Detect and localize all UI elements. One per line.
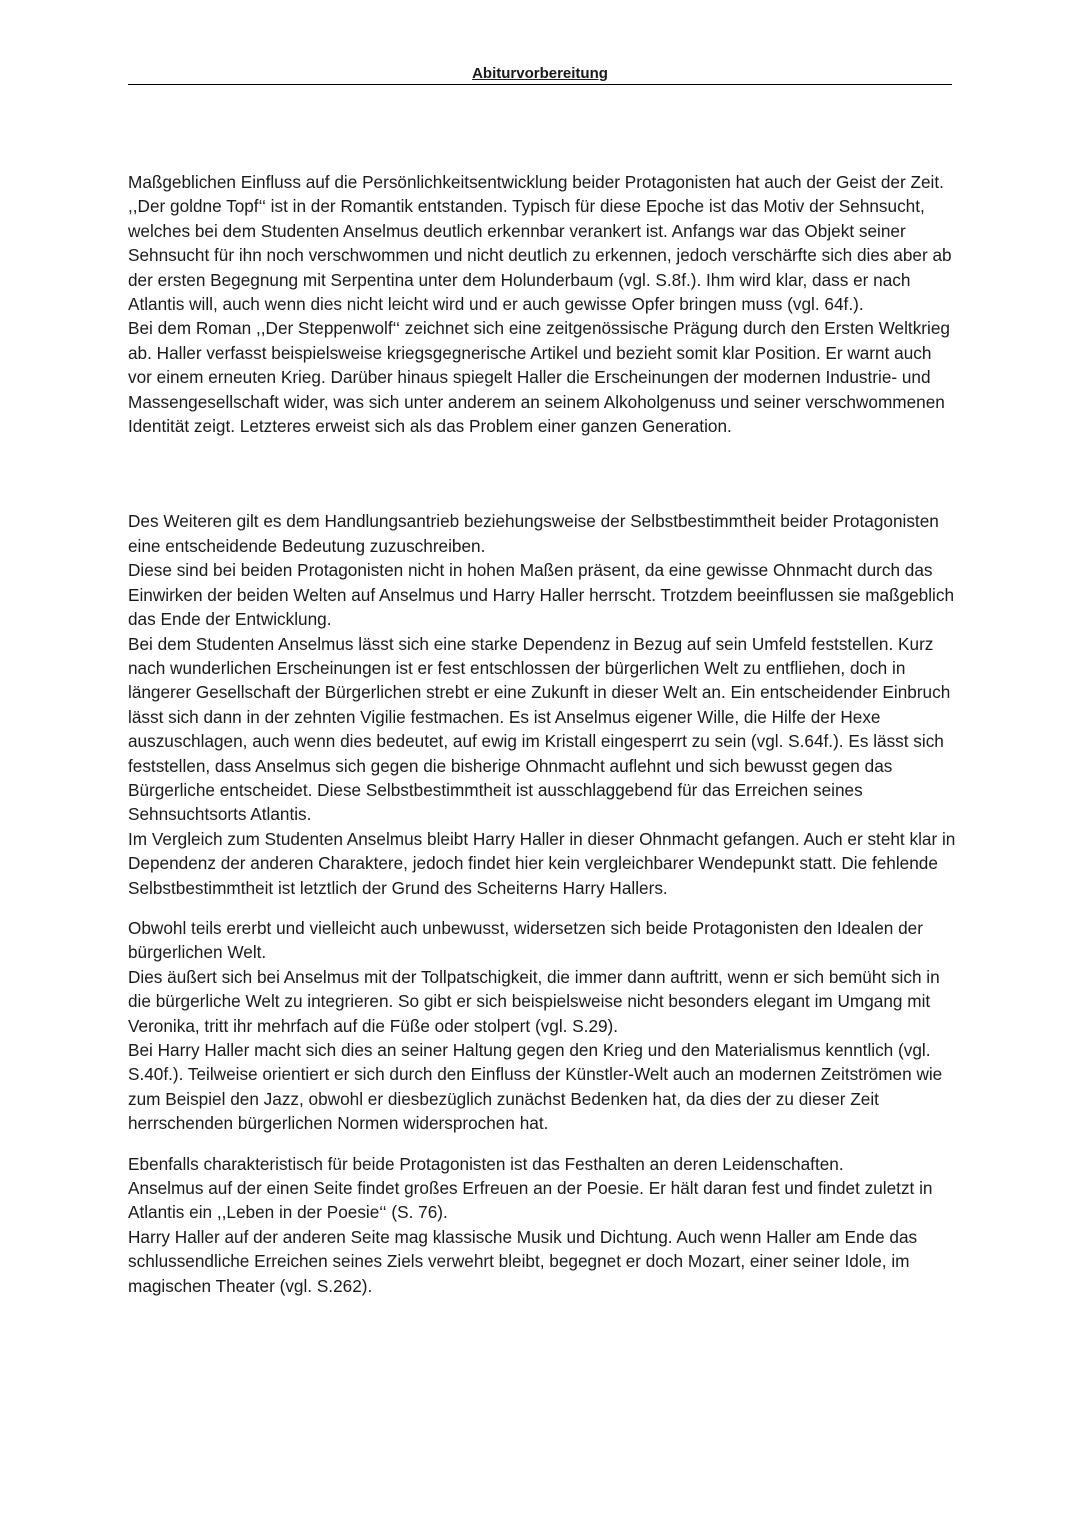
document-body — [128, 170, 958, 1298]
paragraph: Bei dem Studenten Anselmus lässt sich eine starke Dependenz in Bezug auf sein Umfeld feststellen. Kurz nach wunderlichen Erscheinungen ist er fest entschlossen der bürgerlichen Welt zu entfliehen, doch in längerer Gesellschaft der Bürgerlichen strebt er eine Zukunft in dieser Welt an. Ein entscheidender Einbruch lässt sich dann in der zehnten Vigilie festmachen. Es ist Anselmus eigener Wille, die Hilfe der Hexe auszuschlagen, auch wenn dies bedeutet, auf ewig im Kristall eingesperrt zu sein (vgl. S.64f.). Es lässt sich feststellen, dass Anselmus sich gegen die bisherige Ohnmacht auflehnt und sich bewusst gegen das Bürgerliche entscheidet. Diese Selbstbestimmtheit ist ausschlaggebend für das Erreichen seines Sehnsuchtsorts Atlantis. — [128, 633, 951, 825]
section-spacer — [128, 438, 958, 509]
paragraph: Maßgeblichen Einfluss auf die Persönlichkeitsentwicklung beider Protagonisten hat auch der Geist der Zeit. — [128, 172, 944, 192]
section-spacer — [128, 1136, 958, 1152]
paragraph: Des Weiteren gilt es dem Handlungsantrieb beziehungsweise der Selbstbestimmtheit beider Protagonisten eine entscheidende Bedeutung zuzuschreiben. — [128, 511, 939, 556]
paragraph: Bei dem Roman ,,Der Steppenwolf‘‘ zeichnet sich eine zeitgenössische Prägung durch den Ersten Weltkrieg ab. Haller verfasst beispielsweise kriegsgegnerische Artikel und bezieht somit klar Position. Er warnt auch vor einem erneuten Krieg. Darüber hinaus spiegelt Haller die Erscheinungen der modernen Industrie- und Massengesellschaft wider, was sich unter anderem an seinem Alkoholgenuss und seiner verschwommenen Identität zeigt. Letzteres erweist sich als das Problem einer ganzen Generation. — [128, 318, 950, 437]
paragraph: ,,Der goldne Topf‘‘ ist in der Romantik entstanden. Typisch für diese Epoche ist das Motiv der Sehnsucht, welches bei dem Studenten Anselmus deutlich erkennbar verankert ist. Anfangs war das Objekt seiner Sehnsucht für ihn noch verschwommen und nicht deutlich zu erkennen, jedoch verschärfte sich dies aber ab der ersten Begegnung mit Serpentina unter dem Holunderbaum (vgl. S.8f.). Ihm wird klar, dass er nach Atlantis will, auch wenn dies nicht leicht wird und er auch gewisse Opfer bringen muss (vgl. 64f.). — [128, 196, 952, 315]
paragraph: Harry Haller auf der anderen Seite mag klassische Musik und Dichtung. Auch wenn Haller am Ende das schlussendliche Erreichen seines Ziels verwehrt bleibt, begegnet er doch Mozart, einer seiner Idole, im magischen Theater (vgl. S.262). — [128, 1226, 918, 1296]
section-spacer — [128, 900, 958, 916]
paragraph: Dies äußert sich bei Anselmus mit der Tollpatschigkeit, die immer dann auftritt, wenn er sich bemüht sich in die bürgerliche Welt zu integrieren. So gibt er sich beispielsweise nicht besonders elegant im Umgang mit Veronika, tritt ihr mehrfach auf die Füße oder stolpert (vgl. S.29). — [128, 966, 940, 1036]
paragraph: Diese sind bei beiden Protagonisten nicht in hohen Maßen präsent, da eine gewisse Ohnmacht durch das Einwirken der beiden Welten auf Anselmus und Harry Haller herrscht. Trotzdem beeinflussen sie maßgeblich das Ende der Entwicklung. — [128, 560, 955, 630]
paragraph: Obwohl teils ererbt und vielleicht auch unbewusst, widersetzen sich beide Protagonisten den Idealen der bürgerlichen Welt. — [128, 917, 923, 963]
header-title: Abiturvorbereitung — [472, 65, 608, 82]
paragraph: Ebenfalls charakteristisch für beide Protagonisten ist das Festhalten an deren Leidenschaften. — [128, 1153, 844, 1174]
paragraph: Anselmus auf der einen Seite findet großes Erfreuen an der Poesie. Er hält daran fest und findet zuletzt in Atlantis ein ,,Leben in der Poesie‘‘ (S. 76). — [128, 1178, 933, 1223]
paragraph: Im Vergleich zum Studenten Anselmus bleibt Harry Haller in dieser Ohnmacht gefangen. Auch er steht klar in Dependenz der anderen Charaktere, jedoch findet hier kein vergleichbarer Wendepunkt statt. Die fehlende Selbstbestimmtheit ist letztlich der Grund des Scheiterns Harry Hallers. — [128, 828, 956, 898]
page-header — [128, 64, 952, 85]
paragraph: Bei Harry Haller macht sich dies an seiner Haltung gegen den Krieg und den Materialismus kenntlich (vgl. S.40f.). Teilweise orientiert er sich durch den Einfluss der Künstler-Welt auch an modernen Zeitströmen wie zum Beispiel den Jazz, obwohl er diesbezüglich zunächst Bedenken hat, da dies der zu dieser Zeit herrschenden bürgerlichen Normen widersprochen hat. — [128, 1040, 943, 1134]
